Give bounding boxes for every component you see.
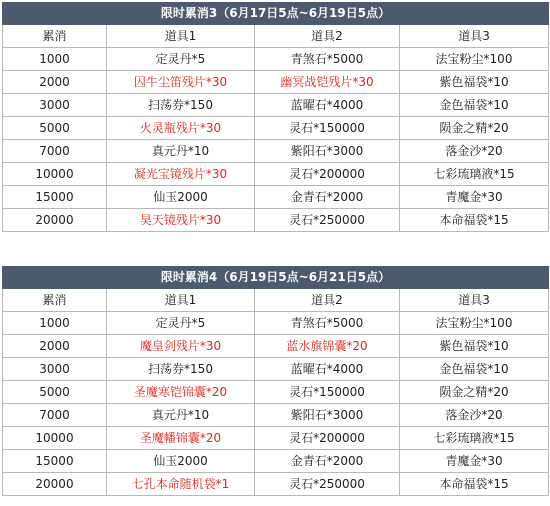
cell-amount: 20000 [3, 209, 107, 232]
column-header-amount: 累消 [3, 25, 107, 48]
cell-item2: 金青石*2000 [255, 186, 400, 209]
cell-item1: 定灵丹*5 [107, 48, 255, 71]
cell-item1: 圣魔幡锦囊*20 [107, 427, 255, 450]
cell-item3: 落金沙*20 [400, 404, 549, 427]
cell-amount: 2000 [3, 335, 107, 358]
column-header-item2: 道具2 [255, 25, 400, 48]
cell-item3: 陨金之精*20 [400, 381, 549, 404]
cell-item1: 定灵丹*5 [107, 312, 255, 335]
table-row [3, 381, 549, 404]
cell-amount: 3000 [3, 358, 107, 381]
column-header-item3: 道具3 [400, 289, 549, 312]
table-title-row [3, 3, 549, 25]
cell-item3: 落金沙*20 [400, 140, 549, 163]
cell-item1: 仙玉2000 [107, 450, 255, 473]
cell-amount: 15000 [3, 186, 107, 209]
cell-item1: 仙玉2000 [107, 186, 255, 209]
cell-amount: 2000 [3, 71, 107, 94]
table-row [3, 94, 549, 117]
table-row [3, 163, 549, 186]
cell-item2: 金青石*2000 [255, 450, 400, 473]
cell-amount: 1000 [3, 48, 107, 71]
cell-item1: 圣魔寒铠锦囊*20 [107, 381, 255, 404]
cell-item2: 灵石*250000 [255, 473, 400, 496]
cell-item2: 灵石*150000 [255, 117, 400, 140]
table-row [3, 358, 549, 381]
cell-item3: 金色福袋*10 [400, 358, 549, 381]
cell-item2: 幽冥战铠残片*30 [255, 71, 400, 94]
table-title-row [3, 267, 549, 289]
header-row [3, 25, 549, 48]
cell-amount: 10000 [3, 427, 107, 450]
cell-item2: 灵石*250000 [255, 209, 400, 232]
cell-item2: 蓝水旗锦囊*20 [255, 335, 400, 358]
cell-item1: 囚牛尘笛残片*30 [107, 71, 255, 94]
cell-item3: 七彩琉璃液*15 [400, 163, 549, 186]
cell-item2: 青煞石*5000 [255, 312, 400, 335]
cell-item1: 魔皇剑残片*30 [107, 335, 255, 358]
table-row [3, 140, 549, 163]
cell-item3: 金色福袋*10 [400, 94, 549, 117]
cell-item2: 灵石*200000 [255, 427, 400, 450]
cell-item1: 扫荡券*150 [107, 358, 255, 381]
cell-amount: 7000 [3, 404, 107, 427]
cell-item3: 本命福袋*15 [400, 473, 549, 496]
cell-amount: 20000 [3, 473, 107, 496]
column-header-item1: 道具1 [107, 289, 255, 312]
table-row [3, 48, 549, 71]
cell-item1: 凝光宝镜残片*30 [107, 163, 255, 186]
header-row [3, 289, 549, 312]
cell-item2: 紫阳石*3000 [255, 140, 400, 163]
cell-amount: 10000 [3, 163, 107, 186]
cell-amount: 5000 [3, 117, 107, 140]
table-row [3, 71, 549, 94]
table-row [3, 117, 549, 140]
cell-item3: 青魔金*30 [400, 186, 549, 209]
table-row [3, 186, 549, 209]
cell-amount: 7000 [3, 140, 107, 163]
cell-item3: 法宝粉尘*100 [400, 312, 549, 335]
cell-item3: 七彩琉璃液*15 [400, 427, 549, 450]
cell-amount: 15000 [3, 450, 107, 473]
cell-item1: 火灵瓶残片*30 [107, 117, 255, 140]
cell-amount: 1000 [3, 312, 107, 335]
cell-item2: 蓝曜石*4000 [255, 94, 400, 117]
table-row [3, 209, 549, 232]
table-row [3, 335, 549, 358]
cell-item3: 紫色福袋*10 [400, 71, 549, 94]
column-header-item1: 道具1 [107, 25, 255, 48]
table-row [3, 427, 549, 450]
cell-item2: 紫阳石*3000 [255, 404, 400, 427]
cell-item1: 真元丹*10 [107, 404, 255, 427]
table-row [3, 473, 549, 496]
cell-item1: 昊天镜残片*30 [107, 209, 255, 232]
table-row [3, 404, 549, 427]
reward-table-1 [2, 2, 549, 232]
cell-item2: 灵石*150000 [255, 381, 400, 404]
reward-table-2 [2, 266, 549, 496]
table-title: 限时累消4（6月19日5点~6月21日5点） [3, 267, 549, 289]
cell-item1: 真元丹*10 [107, 140, 255, 163]
table-title: 限时累消3（6月17日5点~6月19日5点） [3, 3, 549, 25]
cell-item3: 本命福袋*15 [400, 209, 549, 232]
cell-item1: 扫荡券*150 [107, 94, 255, 117]
cell-item2: 青煞石*5000 [255, 48, 400, 71]
table-row [3, 450, 549, 473]
cell-item3: 陨金之精*20 [400, 117, 549, 140]
column-header-item3: 道具3 [400, 25, 549, 48]
cell-item2: 蓝曜石*4000 [255, 358, 400, 381]
cell-item3: 紫色福袋*10 [400, 335, 549, 358]
cell-item1: 七孔本命随机袋*1 [107, 473, 255, 496]
cell-amount: 3000 [3, 94, 107, 117]
column-header-item2: 道具2 [255, 289, 400, 312]
cell-item3: 青魔金*30 [400, 450, 549, 473]
cell-item2: 灵石*200000 [255, 163, 400, 186]
cell-item3: 法宝粉尘*100 [400, 48, 549, 71]
cell-amount: 5000 [3, 381, 107, 404]
table-row [3, 312, 549, 335]
column-header-amount: 累消 [3, 289, 107, 312]
